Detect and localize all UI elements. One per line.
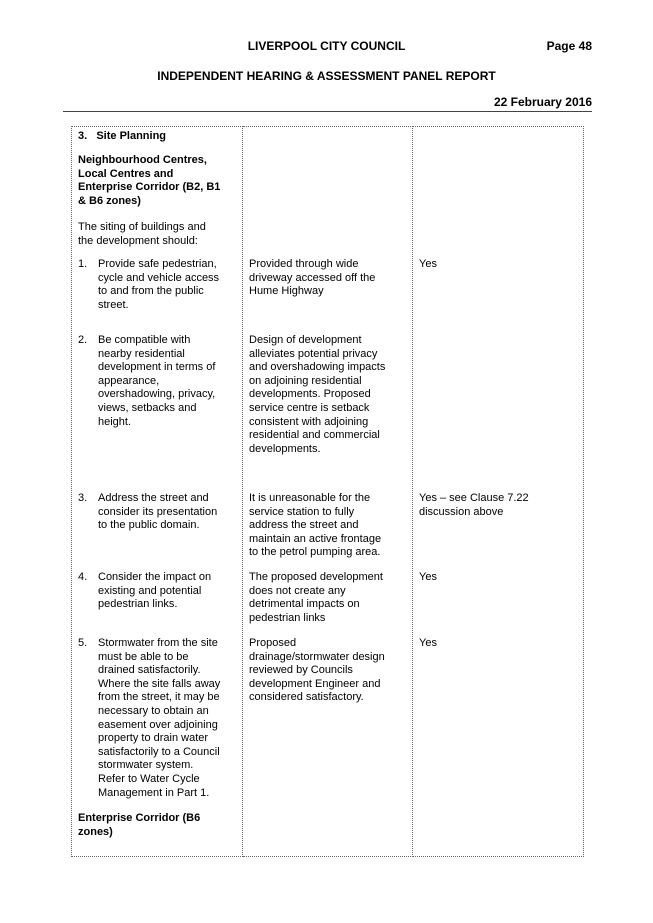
zone-heading: Neighbourhood Centres, Local Centres and Enterprise Corridor (B2, B1 & B6 zones): [78, 154, 221, 207]
control-text: Consider the impact on existing and potential pedestrian links.: [98, 571, 212, 611]
item-number: 4.: [78, 571, 88, 583]
report-date: 22 February 2016: [493, 95, 592, 109]
compliance-column: [413, 127, 584, 857]
control-text: Stormwater from the site must be able to be drained satisfactorily. Where the site falls away from the street, it may be necessary to obtain an easement over adjoining property to drain water satisfactorily to a Council stormwater system. Refer to Water Cycle Management in Part 1.: [98, 637, 221, 799]
comment-4: The proposed development does not create any detrimental impacts on pedestrian links: [249, 571, 383, 624]
assessment-table: [71, 126, 584, 857]
comments-column: [243, 127, 413, 857]
council-name: LIVERPOOL CITY COUNCIL: [247, 39, 406, 53]
header-rule: [63, 111, 592, 112]
comment-5: Proposed drainage/stormwater design reviewed by Councils development Engineer and considered satisfactory.: [249, 637, 385, 704]
item-number: 1.: [78, 258, 88, 270]
item-number: 5.: [78, 637, 88, 649]
complies-3: Yes – see Clause 7.22 discussion above: [419, 492, 529, 518]
control-text: Provide safe pedestrian, cycle and vehicle access to and from the public street.: [98, 258, 220, 311]
section-heading: 3. Site Planning: [78, 130, 167, 142]
comment-1: Provided through wide driveway accessed off the Hume Highway: [249, 258, 376, 298]
report-title: INDEPENDENT HEARING & ASSESSMENT PANEL REPORT: [157, 69, 496, 83]
item-number: 2.: [78, 334, 88, 346]
control-text: Be compatible with nearby residential development in terms of appearance, overshadowing, privacy, views, setbacks and height.: [98, 334, 216, 428]
comment-3: It is unreasonable for the service station to fully address the street and maintain an active frontage to the petrol pumping area.: [249, 492, 382, 559]
complies-1: Yes: [419, 258, 437, 270]
complies-4: Yes: [419, 571, 437, 583]
item-number: 3.: [78, 492, 88, 504]
controls-column: [72, 127, 243, 857]
page-number: Page 48: [546, 39, 592, 53]
footer-heading: Enterprise Corridor (B6 zones): [78, 812, 201, 838]
complies-5: Yes: [419, 637, 437, 649]
comment-2: Design of development alleviates potential privacy and overshadowing impacts on adjoining residential developments. Proposed service centre is setback consistent with adjoining residential and commercial developments.: [249, 334, 386, 455]
intro-text: The siting of buildings and the development should:: [78, 221, 206, 247]
control-text: Address the street and consider its presentation to the public domain.: [98, 492, 218, 532]
